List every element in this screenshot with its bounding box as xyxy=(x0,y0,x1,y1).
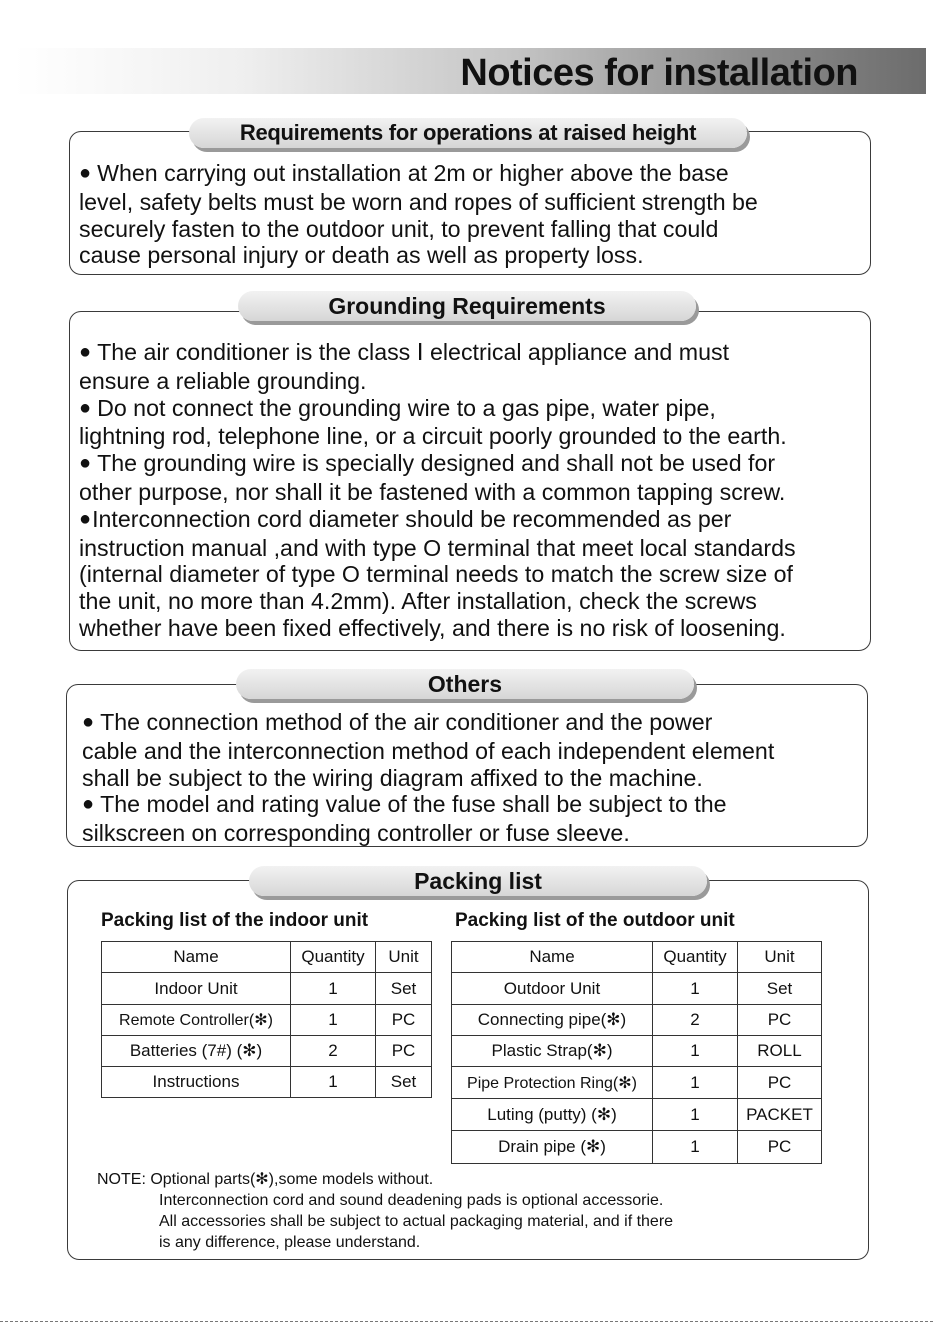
packing-note xyxy=(97,1169,673,1253)
page-title: Notices for installation xyxy=(460,52,858,94)
table-cell: PC xyxy=(738,1005,822,1036)
table-cell: Pipe Protection Ring(✻) xyxy=(452,1067,653,1099)
table-cell: 1 xyxy=(291,973,376,1005)
grounding-title: Grounding Requirements xyxy=(238,291,696,321)
table-row xyxy=(452,1036,822,1067)
table-cell: PC xyxy=(738,1067,822,1099)
note-line: All accessories shall be subject to actual packaging material, and if there xyxy=(159,1213,674,1230)
table-cell: 2 xyxy=(291,1036,376,1067)
table-cell: PC xyxy=(376,1036,432,1067)
table-cell: 1 xyxy=(653,1036,738,1067)
bullet-icon: ● xyxy=(79,396,92,419)
others-text: ● The connection method of the air conditioner and the power cable and the interconnection method of each independent element shall be subject to the wiring diagram affixed to the machine. ● The model and rating value of the fuse shall be subject to the silkscreen on corresponding controller or fuse sleeve. xyxy=(82,709,775,847)
table-cell: 1 xyxy=(291,1067,376,1098)
bullet-icon: ● xyxy=(82,793,95,816)
bullet-icon: ● xyxy=(82,711,95,733)
table-cell: ROLL xyxy=(738,1036,822,1067)
table-header-cell: Name xyxy=(452,942,653,973)
packing-title: Packing list xyxy=(249,866,707,896)
table-cell: Connecting pipe(✻) xyxy=(452,1005,653,1036)
table-cell: Drain pipe (✻) xyxy=(452,1131,653,1164)
table-cell: 2 xyxy=(653,1005,738,1036)
note-line: Interconnection cord and sound deadening pads is optional accessorie. xyxy=(159,1192,664,1209)
table-cell: Set xyxy=(738,973,822,1005)
table-row xyxy=(102,1036,432,1067)
table-header-cell: Unit xyxy=(376,942,432,973)
table-row xyxy=(102,1067,432,1098)
table-row xyxy=(102,1005,432,1036)
page-bottom-rule xyxy=(0,1321,933,1322)
raised-height-text: ● When carrying out installation at 2m or higher above the base level, safety belts must be worn and ropes of sufficient strength be securely fasten to the outdoor unit, to prevent falling that could cause personal injury or death as well as property loss. xyxy=(79,160,758,269)
others-title: Others xyxy=(236,669,694,699)
table-row xyxy=(452,1067,822,1099)
table-cell: 1 xyxy=(653,973,738,1005)
grounding-text: ● The air conditioner is the class Ⅰ electrical appliance and must ensure a reliable grounding. ● Do not connect the grounding wire to a gas pipe, water pipe, lightning rod, telephone line, or a circuit poorly grounded to the earth. ● The grounding wire is specially designed and shall not be used for other purpose, nor shall it be fastened with a common tapping screw. ●Interconnection cord diameter should be recommended as per instruction manual ,and with type O terminal that meet local standards (internal diameter of type O terminal needs to match the screw size of the unit, no more than 4.2mm). After installation, check the screws whether have been fixed effectively, and there is no risk of loosening. xyxy=(79,339,796,641)
table-cell: Outdoor Unit xyxy=(452,973,653,1005)
table-cell: Set xyxy=(376,1067,432,1098)
table-cell: Batteries (7#) (✻) xyxy=(102,1036,291,1067)
table-row xyxy=(452,1099,822,1131)
bullet-icon: ● xyxy=(79,341,92,363)
table-header-cell: Unit xyxy=(738,942,822,973)
table-cell: PC xyxy=(738,1131,822,1164)
table-header-cell: Quantity xyxy=(291,942,376,973)
table-row xyxy=(102,973,432,1005)
table-row xyxy=(452,973,822,1005)
table-cell: Plastic Strap(✻) xyxy=(452,1036,653,1067)
bullet-icon: ● xyxy=(79,507,92,530)
table-cell: PACKET xyxy=(738,1099,822,1131)
indoor-packing-table xyxy=(101,941,432,1098)
table-cell: Indoor Unit xyxy=(102,973,291,1005)
table-header-cell: Name xyxy=(102,942,291,973)
table-header-row xyxy=(452,942,822,973)
table-cell: PC xyxy=(376,1005,432,1036)
table-cell: 1 xyxy=(291,1005,376,1036)
indoor-list-title: Packing list of the indoor unit xyxy=(101,910,369,931)
table-cell: Set xyxy=(376,973,432,1005)
table-cell: 1 xyxy=(653,1131,738,1164)
bullet-icon: ● xyxy=(79,162,92,184)
table-cell: 1 xyxy=(653,1099,738,1131)
bullet-icon: ● xyxy=(79,452,92,475)
raised-height-title: Requirements for operations at raised height xyxy=(189,118,747,148)
outdoor-packing-table xyxy=(451,941,822,1164)
table-cell: Remote Controller(✻) xyxy=(102,1005,291,1036)
table-cell: 1 xyxy=(653,1067,738,1099)
outdoor-list-title: Packing list of the outdoor unit xyxy=(455,910,735,931)
table-cell: Luting (putty) (✻) xyxy=(452,1099,653,1131)
table-row xyxy=(452,1131,822,1164)
note-line: NOTE: Optional parts(✻),some models without. xyxy=(97,1171,434,1188)
table-header-cell: Quantity xyxy=(653,942,738,973)
table-row xyxy=(452,1005,822,1036)
table-header-row xyxy=(102,942,432,973)
note-line: is any difference, please understand. xyxy=(159,1234,421,1251)
table-cell: Instructions xyxy=(102,1067,291,1098)
